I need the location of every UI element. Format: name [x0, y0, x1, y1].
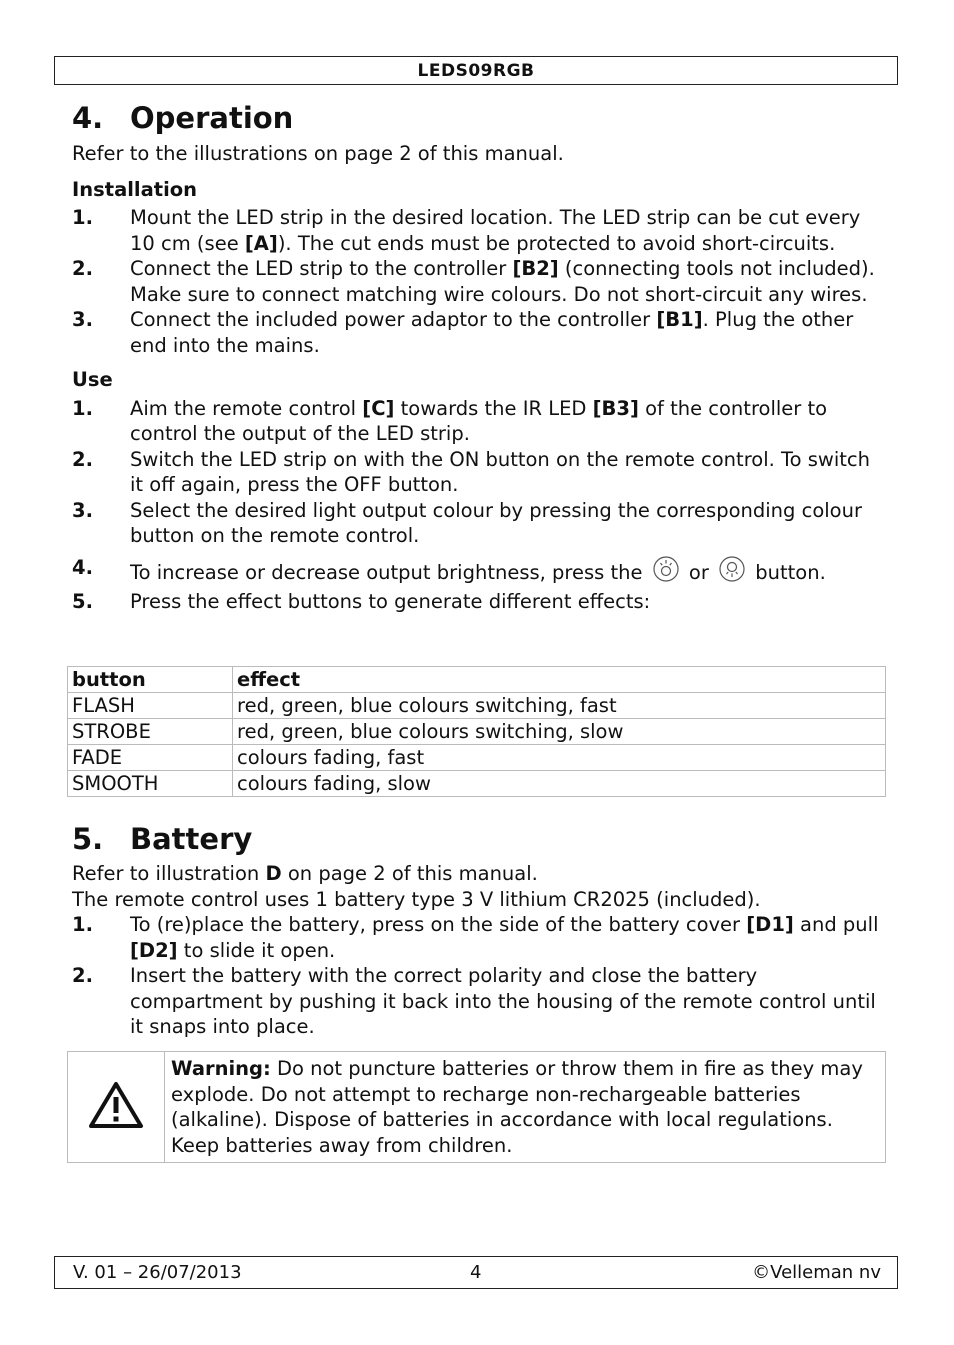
table-cell: FLASH	[68, 693, 233, 719]
table-header-cell: effect	[233, 667, 886, 693]
table-cell: SMOOTH	[68, 771, 233, 797]
warning-text: Warning: Do not puncture batteries or throw them in fire as they may explode. Do not attempt to recharge non-rechargeable batteries (alkaline). Dispose of batteries in accordance with local regulations. Keep batteries away from children.	[171, 1057, 863, 1157]
installation-heading: Installation	[72, 177, 198, 201]
use-item: 4. To increase or decrease output brightness, press the or button.	[72, 555, 887, 590]
use-list	[72, 396, 887, 615]
section-battery-heading: 5. Battery	[72, 822, 253, 856]
use-item: 1. Aim the remote control [C] towards the IR LED [B3] of the controller to control the output of the LED strip.	[72, 396, 828, 445]
installation-item: 2. Connect the LED strip to the controller [B2] (connecting tools not included). Make sure to connect matching wire colours. Do not short-circuit any wires.	[72, 257, 875, 306]
table-cell: red, green, blue colours switching, slow	[233, 719, 886, 745]
table-row	[68, 771, 886, 797]
installation-item: 3. Connect the included power adaptor to the controller [B1]. Plug the other end into the mains.	[72, 308, 854, 357]
battery-item: 2. Insert the battery with the correct polarity and close the battery compartment by pushing it back into the housing of the remote control until it snaps into place.	[72, 964, 876, 1038]
use-item: 5. Press the effect buttons to generate different effects:	[72, 590, 651, 613]
table-row	[68, 719, 886, 745]
brightness-up-icon	[651, 555, 681, 590]
page-content	[72, 96, 887, 615]
warning-box	[67, 1051, 886, 1163]
operation-intro: Refer to the illustrations on page 2 of this manual.	[72, 142, 564, 165]
document-footer	[54, 1256, 898, 1289]
installation-list	[72, 205, 887, 358]
table-cell: colours fading, slow	[233, 771, 886, 797]
effects-table	[67, 666, 886, 797]
version-date: V. 01 – 26/07/2013	[73, 1262, 242, 1283]
brightness-down-icon	[717, 555, 747, 590]
table-cell: red, green, blue colours switching, fast	[233, 693, 886, 719]
battery-type: The remote control uses 1 battery type 3 V lithium CR2025 (included).	[72, 887, 761, 911]
copyright: ©Velleman nv	[752, 1262, 881, 1283]
table-cell: FADE	[68, 745, 233, 771]
battery-section	[72, 817, 887, 1040]
use-item: 3. Select the desired light output colour by pressing the corresponding colour button on the remote control.	[72, 498, 862, 547]
use-item: 2. Switch the LED strip on with the ON button on the remote control. To switch it off again, press the OFF button.	[72, 447, 871, 496]
table-cell: colours fading, fast	[233, 745, 886, 771]
model-name: LEDS09RGB	[417, 60, 535, 81]
battery-item: 1. To (re)place the battery, press on the side of the battery cover [D1] and pull [D2] to slide it open.	[72, 913, 879, 962]
page-number: 4	[470, 1262, 482, 1283]
table-cell: STROBE	[68, 719, 233, 745]
warning-triangle-icon	[88, 1080, 144, 1134]
installation-item: 1. Mount the LED strip in the desired location. The LED strip can be cut every 10 cm (see [A]). The cut ends must be protected to avoid short-circuits.	[72, 206, 861, 255]
table-row	[68, 693, 886, 719]
use-heading: Use	[72, 368, 113, 391]
document-header	[54, 56, 898, 85]
battery-intro: Refer to illustration D on page 2 of this manual.	[72, 862, 538, 885]
table-header-cell: button	[68, 667, 233, 693]
section-operation-heading: 4. Operation	[72, 101, 294, 135]
table-row	[68, 745, 886, 771]
table-header-row	[68, 667, 886, 693]
